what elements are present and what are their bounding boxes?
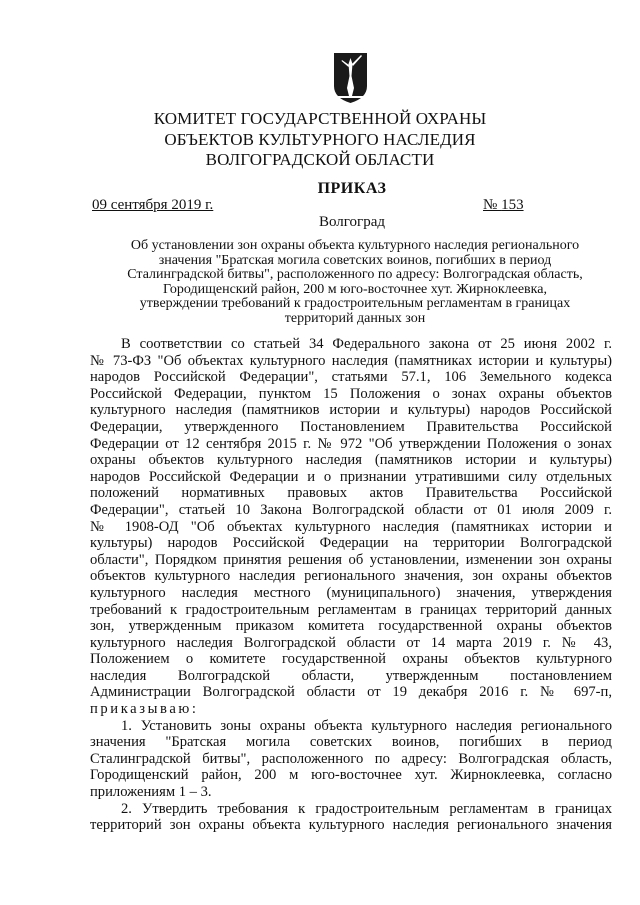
org-name-line-1: КОМИТЕТ ГОСУДАРСТВЕННОЙ ОХРАНЫ xyxy=(153,109,487,128)
preamble-line: культуры) народов Российской Федерации на территории Волгоградской xyxy=(90,535,612,552)
preamble-line: области", Порядком принятия решения об установлении, изменении зон охраны xyxy=(90,551,612,568)
subject-line: Городищенский район, 200 м юго-восточнее хут. Жирноклеевка, xyxy=(163,281,547,297)
subject-line: Об установлении зон охраны объекта культурного наследия регионального xyxy=(130,238,580,253)
preamble-line: охраны объектов культурного наследия (памятников истории и культуры) xyxy=(90,452,612,469)
preamble-line: объектов культурного наследия регионального значения, зон охраны объектов xyxy=(90,568,612,585)
document-subject xyxy=(95,239,615,327)
item-2-line: территорий зон охраны объекта культурного наследия регионального значения xyxy=(90,817,612,834)
item-1-line: приложениям 1 – 3. xyxy=(90,784,212,801)
preamble-line: культурного наследия Волгоградской области от 14 марта 2019 г. № 43, xyxy=(90,634,612,651)
preamble-line: культурного наследия (памятников истории и культуры) народов Российской xyxy=(90,402,612,419)
document-city: Волгоград xyxy=(318,214,385,230)
preamble-line: народов Российской Федерации и о признании утратившими силу отдельных xyxy=(90,468,612,485)
document-number xyxy=(483,197,524,214)
preamble-line: зон, утвержденным приказом комитета государственной охраны объектов xyxy=(90,618,612,635)
preamble-line: Российской Федерации, пунктом 15 Положения о зонах охраны объектов xyxy=(90,385,612,402)
preamble-line: Администрации Волгоградской области от 19 декабря 2016 г. № 697-п, xyxy=(90,684,612,701)
preamble-line: Федерации от 12 сентября 2015 г. № 972 "Об утверждении Положения о зонах xyxy=(90,435,612,452)
subject-line: территорий данных зон xyxy=(284,310,426,326)
preamble-line: № 1908-ОД "Об объектах культурного наследия (памятниках истории и xyxy=(90,518,612,535)
preamble-line: Положением о комитете государственной охраны объектов культурного xyxy=(90,651,612,668)
item-1-line: 1. Установить зоны охраны объекта культурного наследия регионального xyxy=(121,717,612,734)
document-number-prefix: № xyxy=(483,197,502,213)
org-name-line-3: ВОЛГОГРАДСКОЙ ОБЛАСТИ xyxy=(205,150,435,169)
preamble-line: требований к градостроительным регламентам в границах территорий данных xyxy=(90,601,612,618)
volgograd-coat-of-arms-icon xyxy=(333,52,368,104)
document-body xyxy=(90,336,612,834)
preamble-line: Федерации", статьей 10 Закона Волгоградской области от 01 июля 2009 г. xyxy=(90,501,612,518)
subject-line: Сталинградской битвы", расположенного по адресу: Волгоградская область, xyxy=(127,267,583,283)
preamble-line: наследия Волгоградской области, утвержденным постановлением xyxy=(90,667,612,684)
preamble-line: культурного наследия местного (муниципального) значения, утверждения xyxy=(90,584,612,601)
preamble-line: В соответствии со статьей 34 Федерального закона от 25 июня 2002 г. xyxy=(121,336,612,352)
item-2-line: 2. Утвердить требования к градостроительным регламентам в границах xyxy=(121,800,612,817)
item-1-line: значения "Братская могила советских воинов, погибших в период xyxy=(90,734,612,751)
item-1-line: Сталинградской битвы", расположенного по адресу: Волгоградская область, xyxy=(90,750,612,767)
preamble-line: народов Российской Федерации", статьями 57.1, 106 Земельного кодекса xyxy=(90,369,612,386)
document-date: 09 сентября 2019 г. xyxy=(92,197,214,213)
preamble-line: Федерации, утвержденного Постановлением Правительства Российской xyxy=(90,418,612,435)
document-title: ПРИКАЗ xyxy=(317,180,387,197)
subject-line: утверждении требований к градостроительным регламентам в границах xyxy=(139,296,571,312)
subject-line: значения "Братская могила советских воинов, погибших в период xyxy=(158,252,552,268)
preamble-line: № 73-ФЗ "Об объектах культурного наследия (памятниках истории и культуры) xyxy=(90,352,612,369)
order-word: приказываю: xyxy=(90,701,199,718)
preamble-line: положений нормативных правовых актов Правительства Российской xyxy=(90,485,612,502)
item-1-line: Городищенский район, 200 м юго-восточнее хут. Жирноклеевка, согласно xyxy=(90,767,612,784)
org-name-line-2: ОБЪЕКТОВ КУЛЬТУРНОГО НАСЛЕДИЯ xyxy=(164,130,476,149)
document-number-value: 153 xyxy=(501,197,524,213)
